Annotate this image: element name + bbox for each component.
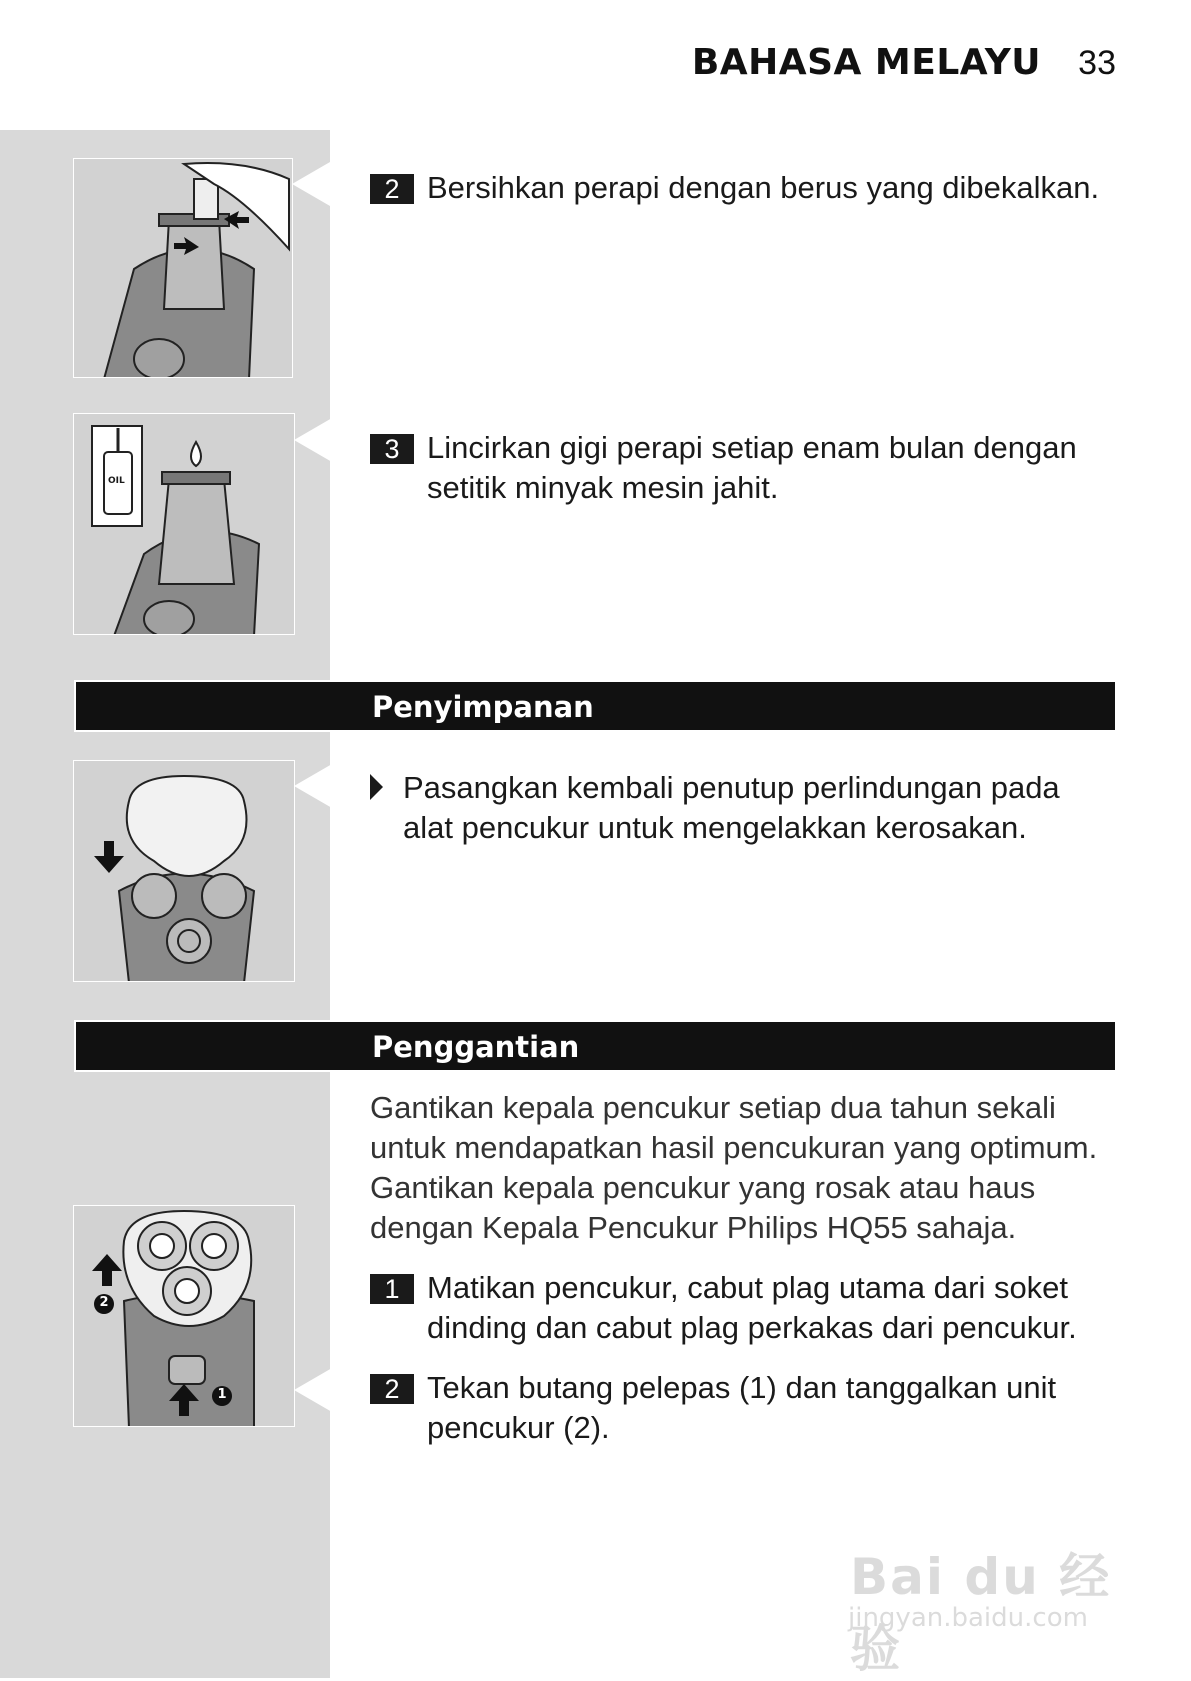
baidu-watermark [840, 1525, 1160, 1678]
step-number: 2 [370, 1374, 414, 1404]
step-text [427, 1268, 1130, 1348]
trimmer-oil-illustration [74, 414, 295, 635]
figure-pointer [294, 418, 332, 462]
bullet-text-line: Pasangkan kembali penutup perlindungan pada [403, 770, 1060, 805]
figure-pointer [294, 1368, 332, 1412]
intro-line: Gantikan kepala pencukur setiap dua tahun sekali [370, 1090, 1056, 1125]
step-text-line: pencukur (2). [427, 1410, 610, 1445]
step-text-line: Tekan butang pelepas (1) dan tanggalkan unit [427, 1370, 1057, 1405]
bullet-text-line: alat pencukur untuk mengelakkan kerosakan. [403, 810, 1027, 845]
watermark-brand: Bai du 经验 [850, 1548, 1112, 1678]
section-bar-replacement [74, 1020, 1117, 1072]
figure-release-shaving-unit [73, 1205, 295, 1427]
oil-bottle-label: OIL [108, 476, 125, 486]
figure-trimmer-oil [73, 413, 295, 635]
protection-cap-illustration [74, 761, 295, 982]
release-unit-illustration [74, 1206, 295, 1427]
watermark-url: jingyan.baidu.com [848, 1603, 1088, 1633]
section-bar-storage [74, 680, 1117, 732]
figure-trimmer-brush [73, 158, 293, 378]
trimmer-brush-illustration [74, 159, 293, 378]
label-two: 2 [99, 1295, 109, 1310]
step-text [427, 1368, 1130, 1448]
section-title: Penggantian [372, 1030, 580, 1064]
step-text [427, 428, 1130, 508]
bullet-icon [370, 774, 383, 800]
step-3-lubricate [370, 428, 1130, 508]
intro-line: untuk mendapatkan hasil pencukuran yang optimum. [370, 1130, 1098, 1165]
page-number: 33 [1078, 44, 1116, 82]
step-number: 1 [370, 1274, 414, 1304]
step-text-line: dinding dan cabut plag perkakas dari pencukur. [427, 1310, 1077, 1345]
figure-pointer [292, 162, 330, 206]
intro-line: Gantikan kepala pencukur yang rosak atau haus [370, 1170, 1036, 1205]
step-2-release-unit [370, 1368, 1130, 1448]
intro-line: dengan Kepala Pencukur Philips HQ55 sahaja. [370, 1210, 1017, 1245]
step-text-line: setitik minyak mesin jahit. [427, 470, 779, 505]
label-one: 1 [217, 1387, 227, 1402]
language-title: BAHASA MELAYU [691, 42, 1041, 83]
step-number: 3 [370, 434, 414, 464]
figure-pointer [294, 764, 332, 808]
step-1-switch-off [370, 1268, 1130, 1348]
section-title: Penyimpanan [372, 690, 594, 724]
step-number: 2 [370, 174, 414, 204]
replacement-intro [370, 1088, 1130, 1248]
page-header [0, 42, 1191, 92]
bullet-text [403, 768, 1130, 848]
step-text: Bersihkan perapi dengan berus yang dibekalkan. [427, 170, 1100, 205]
step-text-line: Lincirkan gigi perapi setiap enam bulan dengan [427, 430, 1077, 465]
step-2-clean-trimmer [370, 168, 1130, 208]
step-text-line: Matikan pencukur, cabut plag utama dari soket [427, 1270, 1069, 1305]
storage-bullet [370, 768, 1130, 848]
figure-protection-cap [73, 760, 295, 982]
